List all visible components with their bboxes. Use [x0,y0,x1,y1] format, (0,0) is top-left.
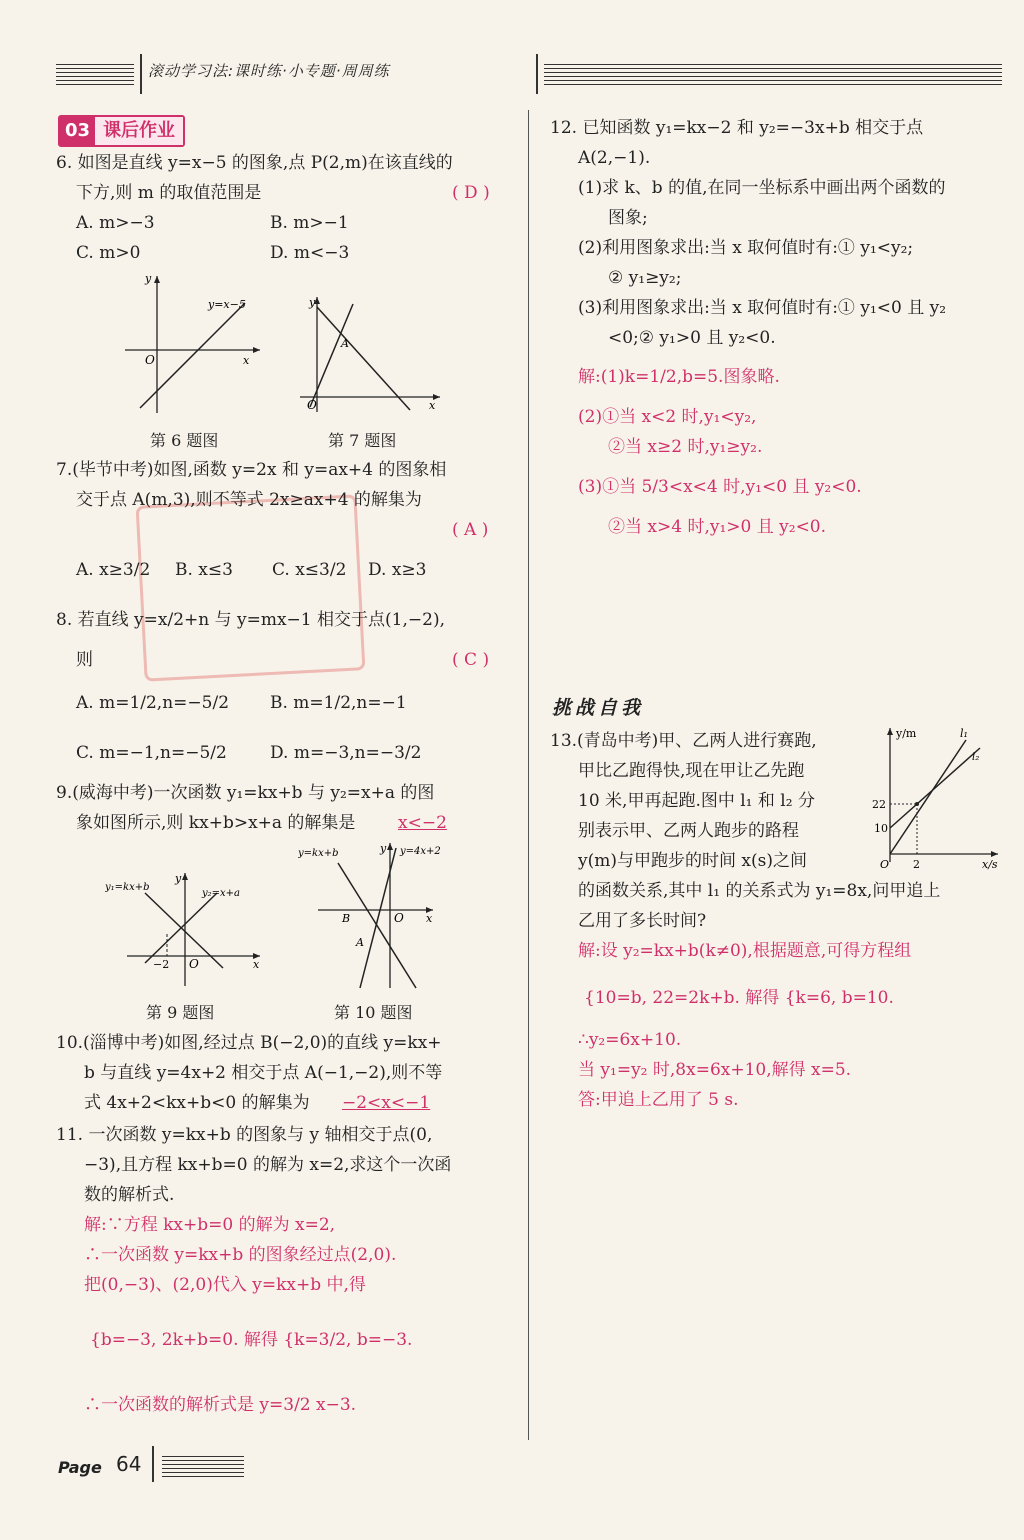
svg-text:x: x [243,354,250,367]
q12-solution-1: 解:(1)k=1/2,b=5.图象略. [578,367,780,387]
q10-blank-answer: −2<x<−1 [342,1093,431,1113]
svg-text:A: A [341,337,349,350]
q12-solution-4: (3)①当 5/3<x<4 时,y₁<0 且 y₂<0. [578,477,862,497]
q6-option-a: A. m>−3 [76,213,155,233]
footer-divider [152,1446,154,1482]
q12-line3: (1)求 k、b 的值,在同一坐标系中画出两个函数的 [578,178,946,198]
header-title: 滚动学习法:课时练·小专题·周周练 [148,62,390,80]
q11-line1: 11. 一次函数 y=kx+b 的图象与 y 轴相交于点(0, [56,1125,433,1145]
svg-text:O: O [394,911,404,925]
q13-solution-3: ∴y₂=6x+10. [578,1030,682,1050]
q8-answer: ( C ) [452,650,490,670]
q8-line2: 则 [76,650,93,670]
fig7-caption: 第 7 题图 [328,431,397,450]
section-badge [58,115,185,147]
footer-lines [162,1456,244,1478]
header-divider [140,54,142,94]
svg-text:x: x [253,958,260,971]
q12-line8: <0;② y₁>0 且 y₂<0. [608,328,776,348]
q11-solution-1: 解:∵方程 kx+b=0 的解为 x=2, [84,1215,336,1235]
column-divider [528,110,529,1440]
fig13-origin: O [880,858,890,871]
fig6-caption: 第 6 题图 [150,431,219,450]
figure-9 [105,868,265,993]
q8-line1: 8. 若直线 y=x/2+n 与 y=mx−1 相交于点(1,−2), [56,610,445,630]
q11-solution-2: ∴一次函数 y=kx+b 的图象经过点(2,0). [84,1245,397,1265]
q6-line1: 6. 如图是直线 y=x−5 的图象,点 P(2,m)在该直线的 [56,153,453,173]
stamp [136,494,366,681]
q12-line4: 图象; [608,208,648,228]
q12-line2: A(2,−1). [578,148,651,168]
svg-text:O: O [307,398,317,412]
fig13-x-label: x/s [982,858,998,871]
q8-option-b: B. m=1/2,n=−1 [270,693,407,713]
q12-solution-2: (2)①当 x<2 时,y₁<y₂, [578,407,757,427]
q6-option-b: B. m>−1 [270,213,349,233]
q13-line4: 别表示甲、乙两人跑步的路程 [578,821,799,841]
q7-answer: ( A ) [452,520,489,540]
q13-line2: 甲比乙跑得快,现在甲让乙先跑 [578,761,805,781]
q13-line5: y(m)与甲跑步的时间 x(s)之间 [578,851,807,871]
fig13-y-label: y/m [896,727,917,740]
fig10-caption: 第 10 题图 [334,1003,413,1022]
svg-text:A: A [356,936,364,949]
fig13-tick-10: 10 [874,822,888,835]
svg-text:y: y [145,272,152,285]
svg-text:x: x [429,399,436,412]
svg-text:y: y [309,296,316,309]
section-label: 课后作业 [95,117,183,145]
q9-line2: 象如图所示,则 kx+b>x+a 的解集是 [76,813,356,833]
q12-line1: 12. 已知函数 y₁=kx−2 和 y₂=−3x+b 相交于点 [550,118,924,138]
figure-10 [298,838,468,993]
q11-solution-4: {b=−3, 2k+b=0. 解得 {k=3/2, b=−3. [90,1330,413,1350]
q9-line1: 9.(威海中考)一次函数 y₁=kx+b 与 y₂=x+a 的图 [56,783,435,803]
q12-line5: (2)利用图象求出:当 x 取何值时有:① y₁<y₂; [578,238,914,258]
svg-text:y: y [175,872,182,885]
q13-solution-2: {10=b, 22=2k+b. 解得 {k=6, b=10. [584,988,894,1008]
figure-13 [868,722,1008,872]
q8-option-c: C. m=−1,n=−5/2 [76,743,227,763]
fig9-l2-label: y₂=x+a [202,888,241,899]
q12-solution-5: ②当 x>4 时,y₁>0 且 y₂<0. [608,517,827,537]
svg-text:O: O [189,957,199,971]
q11-solution-3: 把(0,−3)、(2,0)代入 y=kx+b 中,得 [84,1275,366,1295]
q13-line6: 的函数关系,其中 l₁ 的关系式为 y₁=8x,问甲追上 [578,881,941,901]
q6-option-d: D. m<−3 [270,243,350,263]
q11-line2: −3),且方程 kx+b=0 的解为 x=2,求这个一次函 [84,1155,452,1175]
section-number: 03 [60,117,95,145]
figure-6 [120,268,270,418]
challenge-title: 挑战自我 [552,697,645,719]
page-number: 64 [116,1452,142,1476]
q7-line1: 7.(毕节中考)如图,函数 y=2x 和 y=ax+4 的图象相 [56,460,447,480]
svg-text:O: O [145,353,155,367]
svg-text:x: x [426,912,433,925]
q7-option-d: D. x≥3 [368,560,427,580]
header-divider-right [536,54,538,94]
q13-line1: 13.(青岛中考)甲、乙两人进行赛跑, [550,731,817,751]
figure-7 [295,292,445,417]
q11-solution-5: ∴一次函数的解析式是 y=3/2 x−3. [84,1395,357,1415]
q6-line2: 下方,则 m 的取值范围是 [76,183,262,203]
fig9-caption: 第 9 题图 [146,1003,215,1022]
fig13-l1-label: l₁ [960,727,968,740]
q13-line7: 乙用了多长时间? [578,911,707,931]
fig13-tick-22: 22 [872,798,886,811]
fig9-tick: −2 [153,958,170,971]
svg-text:B: B [342,912,351,925]
q8-option-a: A. m=1/2,n=−5/2 [76,693,230,713]
fig13-tick-2: 2 [913,858,920,871]
q12-line6: ② y₁≥y₂; [608,268,682,288]
q10-line3: 式 4x+2<kx+b<0 的解集为 [84,1093,310,1113]
svg-text:y: y [380,842,387,855]
fig13-l2-label: l₂ [972,752,980,763]
q10-line2: b 与直线 y=4x+2 相交于点 A(−1,−2),则不等 [84,1063,443,1083]
header-lines-right [544,64,1002,86]
header-lines-left [56,64,134,86]
q13-solution-5: 答:甲追上乙用了 5 s. [578,1090,739,1110]
q10-line1: 10.(淄博中考)如图,经过点 B(−2,0)的直线 y=kx+ [56,1033,442,1053]
fig6-line-label: y=x−5 [208,298,246,311]
q8-option-d: D. m=−3,n=−3/2 [270,743,422,763]
q12-line7: (3)利用图象求出:当 x 取何值时有:① y₁<0 且 y₂ [578,298,947,318]
q12-solution-3: ②当 x≥2 时,y₁≥y₂. [608,437,763,457]
fig10-l2-label: y=4x+2 [400,846,441,857]
fig9-l1-label: y₁=kx+b [105,882,150,893]
q11-line3: 数的解析式. [84,1185,175,1205]
fig10-l1-label: y=kx+b [298,848,339,859]
q13-line3: 10 米,甲再起跑.图中 l₁ 和 l₂ 分 [578,791,815,811]
q7-option-c: C. x≤3/2 [272,560,347,580]
q7-option-a: A. x≥3/2 [76,560,151,580]
q7-line2: 交于点 A(m,3),则不等式 2x≥ax+4 的解集为 [76,490,422,510]
q6-option-c: C. m>0 [76,243,141,263]
q6-answer: ( D ) [452,183,490,203]
q9-blank-answer: x<−2 [398,813,447,833]
q13-solution-1: 解:设 y₂=kx+b(k≠0),根据题意,可得方程组 [578,941,912,961]
page-label: Page [58,1458,102,1477]
q13-solution-4: 当 y₁=y₂ 时,8x=6x+10,解得 x=5. [578,1060,852,1080]
q7-option-b: B. x≤3 [175,560,233,580]
